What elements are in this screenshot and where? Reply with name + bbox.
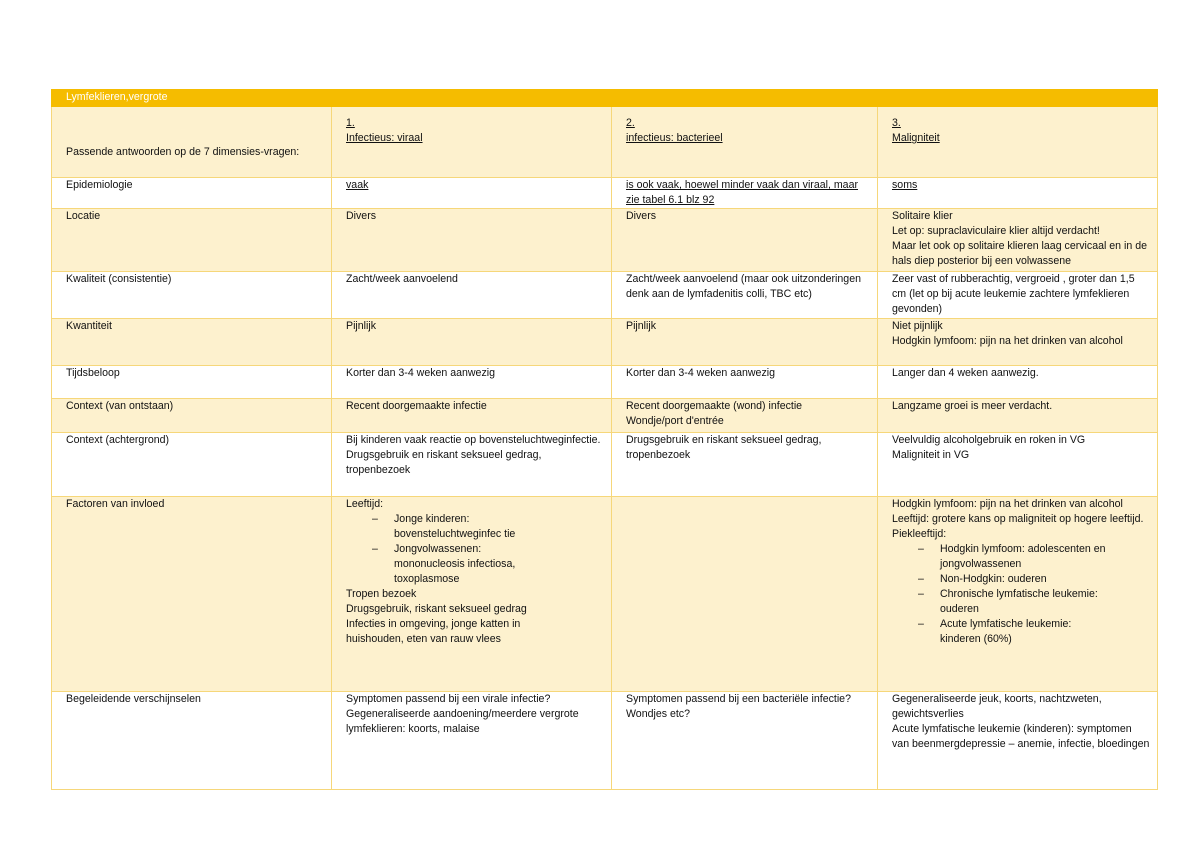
cell: Divers: [612, 209, 878, 272]
cell: Zacht/week aanvoelend (maar ook uitzonderingen denk aan de lymfadenitis colli, TBC etc): [612, 272, 878, 319]
table-title-row: [52, 90, 1158, 107]
row-label: Kwantiteit: [52, 319, 332, 366]
cell: vaak: [332, 178, 612, 209]
cell: Zacht/week aanvoelend: [332, 272, 612, 319]
cell: soms: [878, 178, 1158, 209]
table-row: [52, 272, 1158, 319]
list-item: – Chronische lymfatische leukemie: ouderen: [918, 587, 1151, 617]
cell: Symptomen passend bij een bacteriële infectie? Wondjes etc?: [612, 692, 878, 790]
cell: Bij kinderen vaak reactie op bovensteluchtweginfectie. Drugsgebruik en riskant seksueel gedrag, tropenbezoek: [332, 433, 612, 497]
list-item: – Jongvolwassenen: mononucleosis infectiosa, toxoplasmose: [372, 542, 605, 587]
table-row: [52, 692, 1158, 790]
cell: Drugsgebruik en riskant seksueel gedrag, tropenbezoek: [612, 433, 878, 497]
bullet-list: [346, 512, 605, 587]
table-row: [52, 209, 1158, 272]
cell: Pijnlijk: [332, 319, 612, 366]
col-2-number: 2.: [626, 117, 635, 129]
table-row: [52, 178, 1158, 209]
table-row: [52, 366, 1158, 399]
cell: Recent doorgemaakte (wond) infectie Wondje/port d'entrée: [612, 399, 878, 433]
cell: Korter dan 3-4 weken aanwezig: [612, 366, 878, 399]
cell: Solitaire klier Let op: supraclaviculaire klier altijd verdacht! Maar let ook op solitaire klieren laag cervicaal en in de hals diep posterior bij een volwassene: [878, 209, 1158, 272]
list-item: – Hodgkin lymfoom: adolescenten en jongvolwassenen: [918, 542, 1151, 572]
row-label: Locatie: [52, 209, 332, 272]
col-1-number: 1.: [346, 117, 355, 129]
row-label: Factoren van invloed: [52, 497, 332, 692]
row-label: Context (van ontstaan): [52, 399, 332, 433]
list-item: – Jonge kinderen: bovensteluchtweginfec tie: [372, 512, 605, 542]
cell: Veelvuldig alcoholgebruik en roken in VG Maligniteit in VG: [878, 433, 1158, 497]
row-label: Epidemiologie: [52, 178, 332, 209]
row-label: Kwaliteit (consistentie): [52, 272, 332, 319]
col-3-number: 3.: [892, 117, 901, 129]
cell: Leeftijd: – Jonge kinderen: bovensteluchtweginfec tie – Jongvolwassenen: mononucleosis infectiosa, toxoplasmose Tropen bezoek Drugsgebruik, riskant seksueel gedrag Infecties in omgeving, jonge katten in huishouden, eten van rauw vlees: [332, 497, 612, 692]
header-col-3: [878, 107, 1158, 178]
col-1-name: Infectieus: viraal: [346, 132, 423, 144]
cell: Korter dan 3-4 weken aanwezig: [332, 366, 612, 399]
cell: Divers: [332, 209, 612, 272]
header-row-label: Passende antwoorden op de 7 dimensies-vragen:: [52, 107, 332, 178]
cell: Zeer vast of rubberachtig, vergroeid , groter dan 1,5 cm (let op bij acute leukemie zachtere lymfeklieren gevonden): [878, 272, 1158, 319]
list-item: – Acute lymfatische leukemie: kinderen (60%): [918, 617, 1151, 647]
cell: Langer dan 4 weken aanwezig.: [878, 366, 1158, 399]
cell: Pijnlijk: [612, 319, 878, 366]
col-3-name: Maligniteit: [892, 132, 940, 144]
table-row: [52, 399, 1158, 433]
table-row: [52, 433, 1158, 497]
header-col-2: [612, 107, 878, 178]
cell: Langzame groei is meer verdacht.: [878, 399, 1158, 433]
cell: Recent doorgemaakte infectie: [332, 399, 612, 433]
row-label: Context (achtergrond): [52, 433, 332, 497]
table-row: [52, 319, 1158, 366]
cell: Hodgkin lymfoom: pijn na het drinken van alcohol Leeftijd: grotere kans op maligniteit op hogere leeftijd. Piekleeftijd: – Hodgkin lymfoom: adolescenten en jongvolwassenen – Non-Hodgkin: ouderen – Chronische lymfatische leukemie: ouderen – Acute lymfatische leukemie: kinderen (60%): [878, 497, 1158, 692]
header-col-1: [332, 107, 612, 178]
row-label: Tijdsbeloop: [52, 366, 332, 399]
cell: Niet pijnlijk Hodgkin lymfoom: pijn na het drinken van alcohol: [878, 319, 1158, 366]
table-row: [52, 497, 1158, 692]
cell: Symptomen passend bij een virale infectie? Gegeneraliseerde aandoening/meerdere vergrote lymfeklieren: koorts, malaise: [332, 692, 612, 790]
bullet-list: [892, 542, 1151, 647]
col-2-name: infectieus: bacterieel: [626, 132, 723, 144]
list-item: – Non-Hodgkin: ouderen: [918, 572, 1151, 587]
header-row: [52, 107, 1158, 178]
cell: Gegeneraliseerde jeuk, koorts, nachtzweten, gewichtsverlies Acute lymfatische leukemie (kinderen): symptomen van beenmergdepressie – anemie, infectie, bloedingen: [878, 692, 1158, 790]
cell: is ook vaak, hoewel minder vaak dan viraal, maar zie tabel 6.1 blz 92: [612, 178, 878, 209]
cell: [612, 497, 878, 692]
row-label: Begeleidende verschijnselen: [52, 692, 332, 790]
table-title: Lymfeklieren,vergrote: [52, 90, 1158, 107]
symptom-table: [51, 89, 1158, 790]
